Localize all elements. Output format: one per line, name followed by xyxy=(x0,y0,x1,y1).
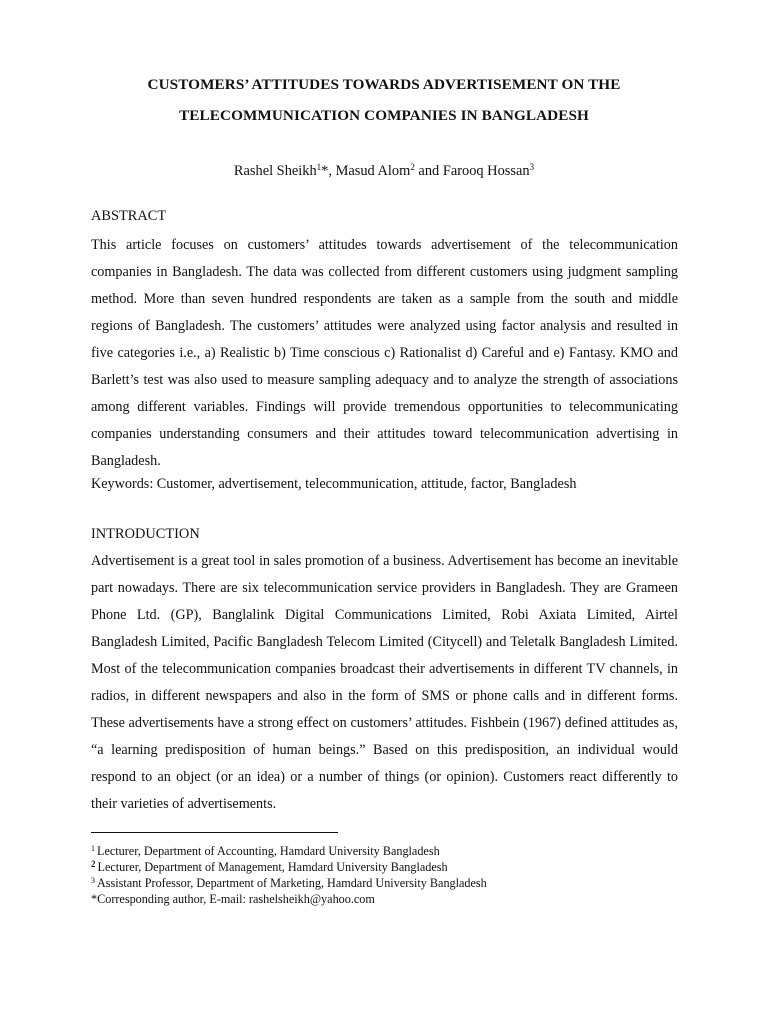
footnote-4 xyxy=(91,891,487,907)
abstract-heading: ABSTRACT xyxy=(91,208,167,224)
author-name-1: Rashel Sheikh xyxy=(233,163,317,179)
corresponding-mark: *, xyxy=(321,163,336,179)
footnote-text-1: Lecturer, Department of Accounting, Hamdard University Bangladesh xyxy=(97,844,440,858)
footnote-divider xyxy=(91,832,338,833)
footnote-text-3: Assistant Professor, Department of Marketing, Hamdard University Bangladesh xyxy=(97,876,487,890)
keywords-line: Keywords: Customer, advertisement, telecommunication, attitude, factor, Bangladesh xyxy=(91,476,577,492)
footnote-3 xyxy=(91,875,487,891)
author-affiliation-mark-2: 2 xyxy=(410,162,415,172)
abstract-text: This article focuses on customers’ attitudes towards advertisement of the telecommunication companies in Bangladesh. The data was collected from different customers using judgment sampling method. More than seven hundred respondents are taken as a sample from the south and middle regions of Bangladesh. The customers’ attitudes were analyzed using factor analysis and resulted in five categories i.e., a) Realistic b) Time conscious c) Rationalist d) Careful and e) Fantasy. KMO and Barlett’s test was also used to measure sampling adequacy and to analyze the strength of associations among different variables. Findings will provide tremendous opportunities to telecommunicating companies understanding consumers and their attitudes toward telecommunication advertising in Bangladesh. xyxy=(91,237,678,469)
author-name-3: Farooq Hossan xyxy=(442,163,530,179)
footnote-text-2: Lecturer, Department of Management, Hamdard University Bangladesh xyxy=(97,860,448,874)
author-affiliation-mark-1: 1 xyxy=(316,162,322,172)
author-connector: and xyxy=(414,163,443,179)
introduction-heading: INTRODUCTION xyxy=(91,526,200,542)
footnotes xyxy=(91,843,487,907)
footnote-mark-3: 3 xyxy=(91,876,95,885)
footnote-mark-2: 2 xyxy=(91,859,96,869)
footnote-mark-1: 1 xyxy=(91,844,95,853)
author-name-2: Masud Alom xyxy=(335,163,411,179)
author-list xyxy=(0,163,768,180)
footnote-2 xyxy=(91,859,487,875)
author-affiliation-mark-3: 3 xyxy=(529,162,535,172)
paper-title-line-2: TELECOMMUNICATION COMPANIES IN BANGLADESH xyxy=(179,107,589,124)
footnote-1 xyxy=(91,843,487,859)
footnote-text-4: *Corresponding author, E-mail: rashelsheikh@yahoo.com xyxy=(91,892,375,906)
paper-title-line-1: CUSTOMERS’ ATTITUDES TOWARDS ADVERTISEMENT ON THE xyxy=(147,76,621,93)
introduction-text: Advertisement is a great tool in sales promotion of a business. Advertisement has become an inevitable part nowadays. There are six telecommunication service providers in Bangladesh. They are Grameen Phone Ltd. (GP), Banglalink Digital Communications Limited, Robi Axiata Limited, Airtel Bangladesh Limited, Pacific Bangladesh Telecom Limited (Citycell) and Teletalk Bangladesh Limited. Most of the telecommunication companies broadcast their advertisements in different TV channels, in radios, in different newspapers and also in the form of SMS or phone calls and in different forms. These advertisements have a strong effect on customers’ attitudes. Fishbein (1967) defined attitudes as, “a learning predisposition of human beings.” Based on this predisposition, an individual would respond to an object (or an idea) or a number of things (or opinion). Customers react differently to their varieties of advertisements. xyxy=(91,553,678,812)
